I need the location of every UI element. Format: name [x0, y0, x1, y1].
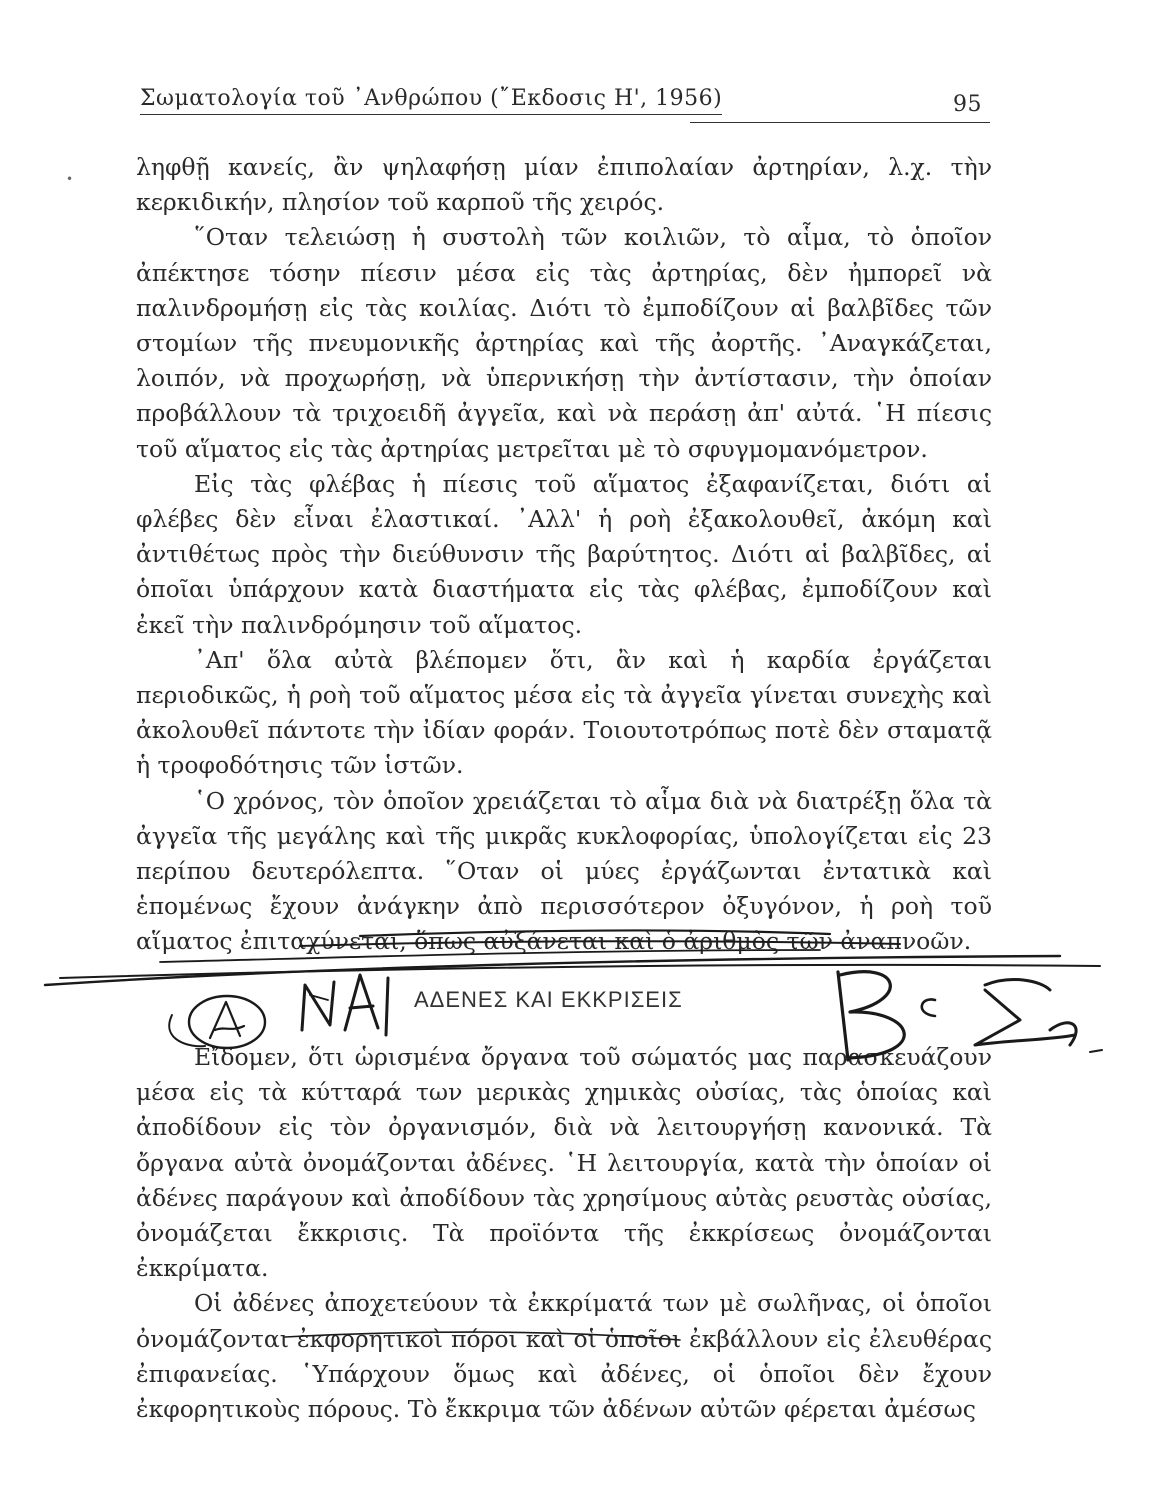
running-header: [140, 86, 990, 117]
nai-mark: [386, 978, 388, 1035]
signature-c: [922, 999, 935, 1016]
paragraph: ῾Ο χρόνος, τὸν ὁποῖον χρειάζεται τὸ αἷμα διὰ νὰ διατρέξῃ ὅλα τὰ ἀγγεῖα τῆς μεγάλης καὶ τῆς μικρᾶς κυκλοφορίας, ὑπολογίζεται εἰς 23 περίπου δευτερόλεπτα. ῞Οταν οἱ μύες ἐργάζωνται ἐντατικὰ καὶ ἑπομένως ἔχουν ἀνάγκην ἀπὸ περισσότερον ὀξυγόνον, ἡ ροὴ τοῦ αἵματος ἐπιταχύνεται, ὅπως αὐξάνεται καὶ ὁ ἀριθμὸς τῶν ἀναπνοῶν.: [136, 786, 992, 956]
paragraph: Εἰς τὰς φλέβας ἡ πίεσις τοῦ αἵματος ἐξαφανίζεται, διότι αἱ φλέβες δὲν εἶναι ἐλαστικαί. ᾿Αλλ' ἡ ροὴ ἐξακολουθεῖ, ἀκόμη καὶ ἀντιθέτως πρὸς τὴν διεύθυνσιν τῆς βαρύτητος. Διότι αἱ βαλβῖδες, αἱ ὁποῖαι ὑπάρχουν κατὰ διαστήματα εἰς τὰς φλέβας, ἐμποδίζουν καὶ ἐκεῖ τὴν παλινδρόμησιν τοῦ αἵματος.: [136, 469, 992, 639]
pen-stroke: [45, 956, 1060, 985]
section-one-text: [136, 150, 992, 960]
signature-dash: [1090, 1050, 1102, 1052]
header-rule: [690, 122, 990, 123]
paragraph: ῞Οταν τελειώσῃ ἡ συστολὴ τῶν κοιλιῶν, τὸ αἷμα, τὸ ὁποῖον ἀπέκτησε τόσην πίεσιν μέσα εἰς τὰς ἀρτηρίας, δὲν ἠμπορεῖ νὰ παλινδρομήσῃ εἰς τὰς κοιλίας. Διότι τὸ ἐμποδίζουν αἱ βαλβῖδες τῶν στομίων τῆς πνευμονικῆς ἀρτηρίας καὶ τῆς ἀορτῆς. ᾿Αναγκάζεται, λοιπόν, νὰ προχωρήσῃ, νὰ ὑπερνικήσῃ τὴν ἀντίστασιν, τὴν ὁποίαν προβάλλουν τὰ τριχοειδῆ ἀγγεῖα, καὶ νὰ περάσῃ ἀπ' αὐτά. ῾Η πίεσις τοῦ αἵματος εἰς τὰς ἀρτηρίας μετρεῖται μὲ τὸ σφυγμομανόμετρον.: [136, 223, 992, 463]
section-two-text: [136, 1040, 992, 1427]
section-heading: ΑΔΕΝΕΣ ΚΑΙ ΕΚΚΡΙΣΕΙΣ: [414, 987, 683, 1012]
margin-dot: •: [66, 172, 74, 186]
pen-stroke: [60, 965, 1100, 978]
nai-mark: [310, 995, 328, 1000]
paragraph: Εἴδομεν, ὅτι ὡρισμένα ὄργανα τοῦ σώματός μας παρασκευάζουν μέσα εἰς τὰ κύτταρά των μερικὰς χημικὰς οὐσίας, τὰς ὁποίας καὶ ἀποδίδουν εἰς τὸν ὀργανισμόν, διὰ νὰ λειτουργήσῃ κανονικά. Τὰ ὄργανα αὐτὰ ὀνομάζονται ἀδένες. ῾Η λειτουργία, κατὰ τὴν ὁποίαν οἱ ἀδένες παράγουν καὶ ἀποδίδουν τὰς χρησίμους αὐτὰς ρευστὰς οὐσίας, ὀνομάζεται ἔκκρισις. Τὰ προϊόντα τῆς ἐκκρίσεως ὀνομάζονται ἐκκρίματα.: [136, 1043, 992, 1283]
paragraph: ληφθῇ κανείς, ἂν ψηλαφήσῃ μίαν ἐπιπολαίαν ἀρτηρίαν, λ.χ. τὴν κερκιδικήν, πλησίον τοῦ καρποῦ τῆς χειρός.: [136, 153, 992, 217]
paragraph: ᾿Απ' ὅλα αὐτὰ βλέπομεν ὅτι, ἂν καὶ ἡ καρδία ἐργάζεται περιοδικῶς, ἡ ροὴ τοῦ αἵματος μέσα εἰς τὰ ἀγγεῖα γίνεται συνεχὴς καὶ ἀκολουθεῖ πάντοτε τὴν ἰδίαν φοράν. Τοιουτοτρόπως ποτὲ δὲν σταματᾷ ἡ τροφοδότησις τῶν ἱστῶν.: [136, 645, 992, 780]
circled-mark-letter: [210, 1002, 244, 1038]
page-number: 95: [953, 92, 982, 117]
paragraph: Οἱ ἀδένες ἀποχετεύουν τὰ ἐκκρίματά των μὲ σωλῆνας, οἱ ὁποῖοι ὀνομάζονται ἐκφορητικοὶ πόροι καὶ οἱ ὁποῖοι ἐκβάλλουν εἰς ἐλευθέρας ἐπιφανείας. ῾Υπάρχουν ὅμως καὶ ἀδένες, οἱ ὁποῖοι δὲν ἔχουν ἐκφορητικοὺς πόρους. Τὸ ἔκκριμα τῶν ἀδένων αὐτῶν φέρεται ἀμέσως: [136, 1289, 992, 1424]
nai-mark: [302, 982, 334, 1030]
signature-sigma: [975, 980, 1076, 1045]
running-title: Σωματολογία τοῦ ᾿Ανθρώπου (῎Εκδοσις Η', 1956): [140, 86, 722, 115]
nai-mark: [345, 975, 378, 1030]
